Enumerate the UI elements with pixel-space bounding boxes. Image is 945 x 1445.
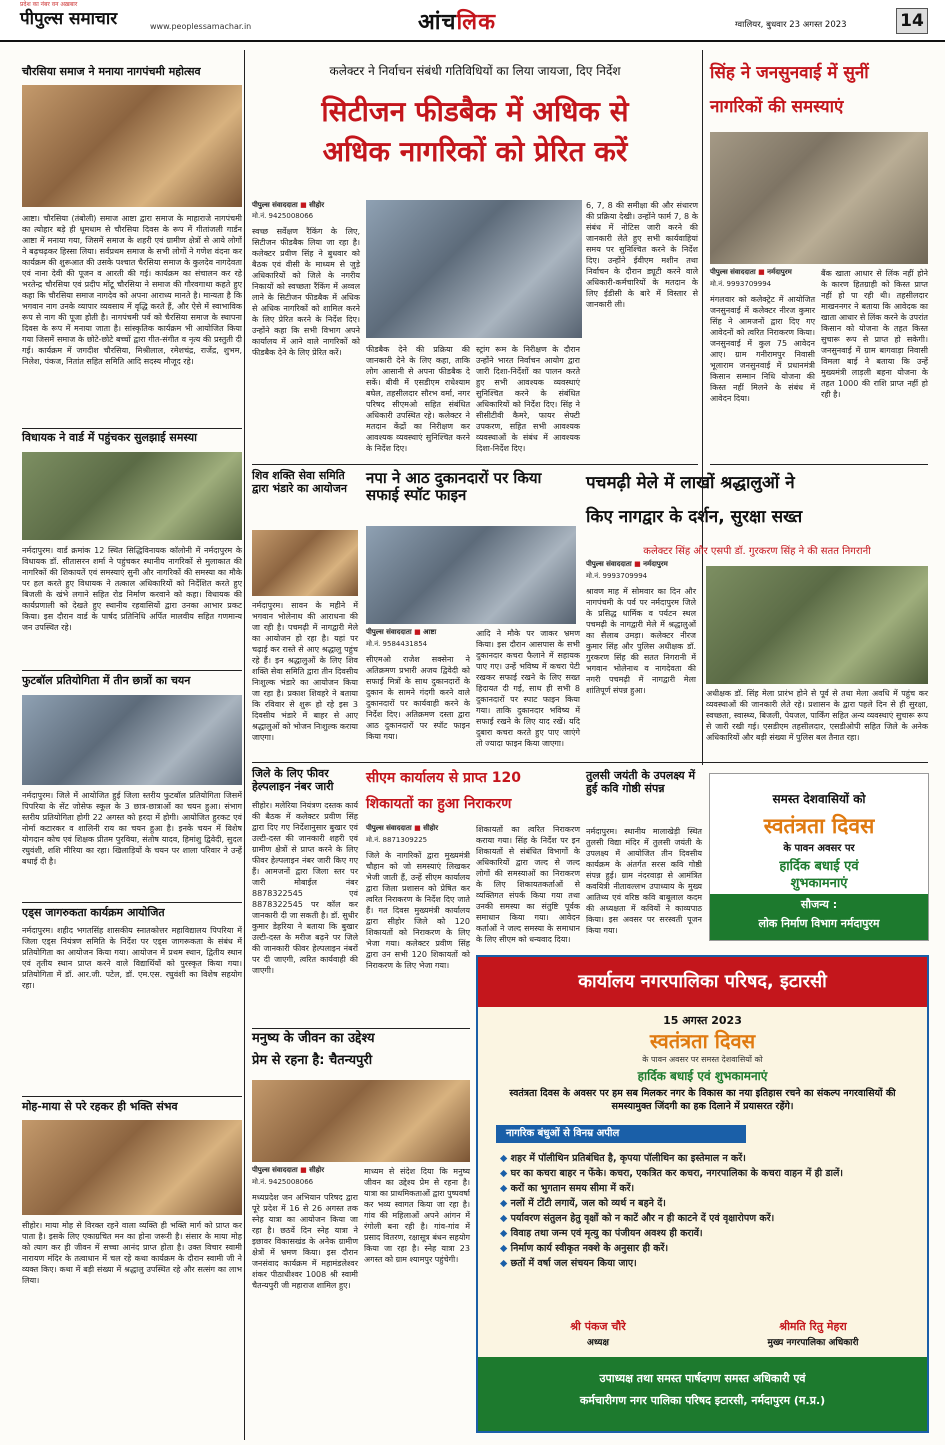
m1-byline-name: पीपुल्स संवाददाता (252, 201, 298, 209)
divider (22, 1096, 242, 1097)
ad2-festival: स्वतंत्रता दिवस (649, 1029, 756, 1053)
s5-headline: मोह-माया से परे रहकर ही भक्ति संभव (22, 1100, 178, 1113)
r1-body-1: मंगलवार को कलेक्ट्रेट में आयोजित जनसुनवाई में कलेक्टर नीरज कुमार सिंह ने आमजनों द्वारा दिए गए आवेदनों को त्वरित निराकरण किया। जनसुनवाई में कुल 75 आवेदन आए। ग्राम गनीरामपुर निवासी भूलाराम जनसुनवाई में प्रधानमंत्री किसान सम्मान निधि योजना की किस्त नहीं मिलने के संबंध में आवेदन दिया। (710, 295, 815, 403)
newspaper-logo (20, 1, 118, 29)
r3-body: नर्मदापुरम। स्थानीय मालाखेड़ी स्थित तुलसी विद्या मंदिर में तुलसी जयंती के उपलक्ष्य में आयोजित तीन दिवसीय कार्यक्रम के अंतर्गत सरस कवि गोष्ठी संपन्न हुई। ग्राम नंदरवाड़ा से आमंत्रित कवयित्री नीतावल्लभ उपाध्याय के मुख्य आतिथ्य एवं वरिष्ठ कवि बाबूलाल कदम की अध्यक्षता में कवियों ने काव्यपाठ किया। इस अवसर पर सरस्वती पूजन किया गया। (586, 827, 702, 935)
masthead (0, 0, 945, 42)
section-name-b: लिक (456, 10, 496, 35)
s4-body: नर्मदापुरम। शहीद भगतसिंह शासकीय स्नातकोत्तर महाविद्यालय पिपरिया में जिला एड्स नियंत्रण समिति के निर्देश पर एड्स जागरूकता के संबंध में प्रतियोगिता का आयोजन किया गया। आयोजन में प्रथम स्थान, द्वितीय स्थान एवं तृतीय स्थान प्राप्त करने वाले विद्यार्थियों को पुरस्कृत किया गया। प्रतियोगिता में डॉ. आर.जी. पटेल, डॉ. एम.एस. रघुवंशी का विशेष सहयोग रहा। (22, 926, 242, 990)
ad2-point: ◆ शहर में पॉलीथिन प्रतिबंधित है, कृपया पॉलीथिन का इस्तेमाल न करें। (500, 1151, 910, 1164)
m1-body-4: 6, 7, 8 की समीक्षा की और संधारण की प्रक्रिया देखी। उन्होंने फार्म 7, 8 के संबंध में नोटिस जारी करने की जानकारी लेते हुए सभी कार्यवाहियां समय पर सुनिश्चित करने के निर्देश दिए। उन्होंने ईवीएम मशीन तथा निर्वाचन के दौरान ड्यूटी करने वाले अधिकारी-कर्मचारियों के मतदान के लिए ईडीसी के बारे में विस्तार से जानकारी ली। (586, 201, 698, 309)
ad2-footer-2: कर्मचारीगण नगर पालिका परिषद इटारसी, नर्मदापुरम (म.प्र.) (579, 1394, 826, 1407)
m5-headline-1: सीएम कार्यालय से प्राप्त 120 (366, 770, 522, 786)
s1-body: आष्टा। चौरसिया (तंबोली) समाज आष्टा द्वारा समाज के माहाराजे नागपंचमी का त्योहार बड़े ही धूमधाम से चौरसिया दिवस के रूप में गीतांजली गार्डन आष्टा में मनाया गया, जिसमें समाज के शहरी एवं ग्रामीण क्षेत्रों से आये लोगों ने बढ़चढ़कर हिस्सा लिया। सर्वप्रथम समाज के सभी लोगों ने गणेश वंदना कर कार्यक्रम की शुरूआत की उसके पश्चात चैरसिया समाज के कुलदेव नागदेवता एवं नाना देवी की पूजन व आरती की गई। कार्यक्रम का संचालन कर रहे भरतेन्द्र चौरसिया एवं प्रदीप मोंटू चौरसिया ने समाज की गौरवगाथा कहते हुए कहा कि चौरसिया समाज नागदेव को अपना आराध्य मानते है। मान्यता है कि भगवान नाग उनके व्यापार व्यवसाय में वृद्धि करते हैं, और ऐसे में स्वाभाविक रूप से नाग की पूजा होती है। नागपंचमी पर्व को चैरसिया समाज के स्थापना दिवस के रूप में मनाया जाता है। सांस्कृतिक कार्यक्रम भी आयोजित किया गया जिसमें समाज के छोटे-छोटे बच्चों द्वारा गीत-संगीत व नृत्य की प्रस्तुती दी गई। कार्यक्रम में जगदीश चौरसिया, मिश्रीलाल, रमेशचंद्र, राजेंद्र, शुभम, निलेश, पंकज, नितांत सहित समिति आदि सदस्य मौजूद रहे। (22, 214, 242, 366)
section-name (418, 6, 496, 36)
ad2-point: ◆ घर का कचरा बाहर न फेंके। कचरा, एकत्रित कर कचरा, नगरपालिका के कचरा वाहन में ही डालें। (500, 1166, 910, 1179)
m5-body-1: जिले के नागरिकों द्वारा मुख्यमंत्री चौहान को जो समस्याएं लिखकर भेजी जाती हैं, उन्हें सीएम कार्यालय द्वारा जिला प्रशासन को प्रेषित कर त्वरित निराकरण के निर्देश दिए जाते हैं। गत दिवस मुख्यमंत्री कार्यालय द्वारा सीहोर जिले को 120 शिकायतों को निराकरण के लिए भेजा गया। कलेक्टर प्रवीण सिंह द्वारा उन सभी 120 शिकायतों को निराकरण के लिए भेजा गया। (366, 851, 470, 970)
ad2-footer-1: उपाध्यक्ष तथा समस्त पार्षदगण समस्त अधिकारी एवं (599, 1372, 806, 1385)
ad2-chairman-role: अध्यक्ष (587, 1338, 609, 1348)
ad2-chairman-name: श्री पंकज चौरे (570, 1320, 626, 1333)
m6-headline-2: प्रेम से रहना है: चैतन्यपुरी (252, 1053, 373, 1068)
ad-municipal-itarsi (476, 955, 929, 1433)
ad1-line3: के पावन अवसर पर (783, 843, 855, 854)
m6-photo (252, 1080, 470, 1162)
logo-text: पीपुल्स समाचार (20, 9, 118, 29)
s3-photo (22, 695, 242, 785)
ad2-point: ◆ पर्यावरण संतुलन हेतु वृक्षों को न काटें और न ही काटने दें एवं वृक्षारोपण करें। (500, 1211, 910, 1224)
m1-kicker: कलेक्टर ने निर्वाचन संबंधी गतिविधियों का लिया जायजा, दिए निर्देश (329, 64, 621, 78)
s2-body: नर्मदापुरम। वार्ड क्रमांक 12 स्थित सिद्धिविनायक कॉलोनी में नर्मदापुरम के विधायक डॉ. सीतासरन शर्मा ने पहुंचकर स्थानीय नागरिकों से मुलाकात की नागरिकों की शिकायतें एवं समस्याएं सुनी और नागरिकों की समस्या का मौके पर हल करते हुए विधायक ने तत्काल अधिकारियों को निर्देशित करते हुए बिजली के खंभे लगाने सहित रोड निर्माण करवाने को कहा। विधायक की कार्यप्रणाली को देखते हुए स्थानीय रहवासियों द्वारा उनका आभार प्रकट किया। इस दौरान वार्ड के पार्षद प्रतिनिधि अर्पित मालवीय सहित गणमान्य जन उपस्थित रहे। (22, 546, 242, 632)
m5-byline-name: पीपुल्स संवाददाता (366, 824, 412, 832)
m3-body-2: आदि ने मौके पर जाकर भ्रमण किया। इस दौरान आसपास के सभी दुकानदार कचरा फैलाने में सहायक पाए गए। उन्हें भविष्य में कचरा पेटी रखकर सफाई रखने के लिए सख्त हिदायत दी गई, साथ ही सभी 8 दुकानदारों पर स्पाट फाइन किया गया। ताकि दुकानदार भविष्य में सफाई रखने के लिए याद रखें। यदि दुबारा कचरा करते हुए पाए जाएंगे तो ज्यादा फाइन किया जाएगा। (476, 629, 580, 748)
m5-body-2: शिकायतों का त्वरित निराकरण कराया गया। सिंह के निर्देश पर इन शिकायतों से संबंधित विभागों के अधिकारियों द्वारा जल्द से जल्द लोगों की समस्याओं का निराकरण के लिए शिकायतकर्ताओं से व्यक्तिगत संपर्क किया गया तथा उनकी समस्या का संतुष्टि पूर्वक समाधान किया गया। आवेदन कर्ताओं ने जल्द समस्या के समाधान के लिए सीएम को धन्यवाद दिया। (476, 825, 580, 944)
ad2-point: ◆ छतों में वर्षा जल संचयन किया जाए। (500, 1256, 910, 1269)
r2-byline-name: पीपुल्स संवाददाता (586, 560, 632, 568)
r1-byline: पीपुल्स संवाददाता ■ नर्मदापुरम (710, 268, 792, 276)
r1-byline-city: नर्मदापुरम (767, 268, 792, 276)
ad2-appeal: नागरिक बंधुओं से विनम्र अपील (496, 1125, 746, 1143)
m3-headline: नपा ने आठ दुकानदारों पर किया सफाई स्पॉट फाइन (366, 469, 542, 505)
s3-headline: फुटबॉल प्रतियोगिता में तीन छात्रों का चयन (22, 674, 191, 687)
m1-byline-city: सीहोर (309, 201, 325, 209)
r1-body-2: बैंक खाता आधार से लिंक नहीं होने के कारण हितग्राही को किस्त प्राप्त नहीं हो पा रही थी। तहसीलदार माखननगर ने बताया कि आवेदक का खाता आधार से लिंक करने के उपरांत किसान को योजना के तहत किस्त सुचारू रूप से प्राप्त हो सकेगी। जनसुनवाई में ग्राम बागवाड़ा निवासी विमला बाई ने बताया कि उन्हें मुख्यमंत्री लाड़ली बहना योजना के तहत 1000 की राशि प्राप्त नहीं हो रही है। (821, 269, 928, 399)
s5-body: सीहोर। माया मोह से विरक्त रहने वाला व्यक्ति ही भक्ति मार्ग को प्राप्त कर पाता है। इसके लिए एकाग्रचित मन का होना जरूरी है। संसार के माया मोह को त्याग कर ही जीवन में सच्चा आनंद प्राप्त होता है। उक्त विचार स्वामी नारायण मंदिर के तत्वाधान में चल रहे कथा कार्यक्रम के दौरान स्वामी जी ने व्यक्त किए। कथा में बड़ी संख्या में श्रद्धालु उपस्थित रहे और सत्संग का लाभ लिया। (22, 1221, 242, 1285)
divider (252, 464, 698, 465)
m3-body-1: सीएमओ राजेश सक्सेना ने अतिक्रमण प्रभारी अजय द्विवेदी को सफाई मित्रों के साथ दुकानदारों के दुकान के सामने गंदगी करने वाले दुकानदारों पर कार्यवाही करने के निर्देश दिए। अतिक्रमण दस्ता द्वारा आठ दुकानदारों पर स्पॉट फाइन किया गया। (366, 655, 470, 741)
s2-headline: विधायक ने वार्ड में पहुंचकर सुलझाई समस्या (22, 431, 197, 444)
ad1-department: लोक निर्माण विभाग नर्मदापुरम (758, 917, 880, 930)
m1-photo (366, 200, 582, 338)
r1-mobile: मो.नं. 9993709994 (710, 280, 772, 288)
ad2-wishes: हार्दिक बधाई एवं शुभकामनाएं (637, 1069, 768, 1083)
ad2-cmo-role: मुख्य नगरपालिका अधिकारी (767, 1338, 859, 1348)
m5-headline-2: शिकायतों का हुआ निराकरण (366, 796, 512, 812)
ad1-courtesy: सौजन्य : (800, 898, 838, 911)
r1-headline-1: सिंह ने जनसुनवाई में सुनीं (710, 63, 869, 83)
ad1-line4: हार्दिक बधाई एवं (779, 859, 859, 874)
divider (22, 670, 242, 671)
r1-byline-name: पीपुल्स संवाददाता (710, 268, 756, 276)
s1-headline: चौरसिया समाज ने मनाया नागपंचमी महोत्सव (22, 65, 201, 78)
ad2-message: स्वतंत्रता दिवस के अवसर पर हम सब मिलकर नगर के विकास का नया इतिहास रचने का संकल्प नगरवासियों की समस्यामुक्त जिंदगी का हक दिलाने में प्रयासरत रहेंगे। (509, 1088, 896, 1112)
s5-photo (22, 1120, 242, 1215)
ad2-date: 15 अगस्त 2023 (663, 1014, 742, 1027)
m3-mobile: मो.नं. 9584431854 (366, 640, 428, 648)
m3-byline-name: पीपुल्स संवाददाता (366, 628, 412, 636)
r2-kicker: कलेक्टर सिंह और एसपी डॉ. गुरकरण सिंह ने की सतत निगरानी (643, 546, 871, 557)
m5-mobile: मो.नं. 8871309225 (366, 836, 428, 844)
m1-byline: पीपुल्स संवाददाता ■ सीहोर (252, 201, 325, 209)
ad2-point: ◆ नलों में टोंटी लगायें, जल को व्यर्थ न बहने दें। (500, 1196, 910, 1209)
r1-photo (710, 132, 928, 264)
divider (710, 464, 928, 465)
page-number: 14 (896, 8, 928, 34)
column-rule (244, 50, 245, 1440)
dateline: ग्वालियर, बुधवार 23 अगस्त 2023 (735, 20, 847, 30)
s1-photo (22, 85, 242, 207)
ad2-cmo-name: श्रीमति रितु मेहरा (779, 1320, 847, 1333)
ad-independence-pwd (709, 773, 929, 941)
m3-byline-city: आष्टा (423, 628, 437, 636)
m6-body-2: माध्यम से संदेश दिया कि मनुष्य जीवन का उद्देश्य प्रेम से रहना है। यात्रा का प्राथमिकताओं द्वारा पुष्पवर्षा कर भव्य स्वागत किया जा रहा है। गांव की महिलाओं अपने आंगन में रंगोली बना रही है। गांव-गांव में प्रसाद वितरण, रक्षासूत्र बंधन सहयोग किया जा रहा है। स्नेह यात्रा 23 अगस्त को ग्राम श्यामपुर पहुंचेगी। (364, 1167, 470, 1264)
m6-body-1: मध्यप्रदेश जन अभियान परिषद द्वारा पूरे प्रदेश में 16 से 26 अगस्त तक स्नेह यात्रा का आयोजन किया जा रहा है। छठवें दिन स्नेह यात्रा ने इछावर विकासखंड के अनेक ग्रामीण क्षेत्रों में भ्रमण किया। इस दौरान जनसंवाद कार्यक्रम में महामंडलेश्वर शंकर पीठाधीश्वर 1008 श्री स्वामी चैतन्यपुरी जी महाराज शामिल हुए। (252, 1193, 358, 1290)
m1-body-2: फीडबैक देने की प्रक्रिया की जानकारी देने के लिए कहा, ताकि लोग आसानी से अपना फीडबैक दे सकें। बीवी में एसडीएम राधेश्याम बघेल, तहसीलदार सौरभ वर्मा, नगर परिषद सीएमओ सहित संबंधित अधिकारी उपस्थित रहे। कलेक्टर ने मतदान केंद्रों का निरीक्षण कर आवश्यक व्यवस्थाएं सुनिश्चित करने के निर्देश दिए। (366, 345, 470, 453)
ad2-point: ◆ करों का भुगतान समय सीमा में करें। (500, 1181, 910, 1194)
m2-headline: शिव शक्ति सेवा समिति द्वारा भंडारे का आयोजन (252, 469, 348, 495)
website: www.peoplessamachar.in (150, 22, 252, 31)
divider (22, 902, 242, 903)
m6-byline-name: पीपुल्स संवाददाता (252, 1166, 298, 1174)
r2-body-2: अधीक्षक डॉ. सिंह मेला प्रारंभ होने से पूर्व से तथा मेला अवधि में पहुंच कर व्यवस्थाओं की जानकारी लेते रहे। प्रशासन के द्वारा पहले दिन से ही सुरक्षा, स्वच्छता, स्वास्थ्य, बिजली, पेयजल, पार्किंग सहित अन्य व्यवस्थाएं सुचारू रूप से जारी रखी गई। एसडीएम तहसीलदार, एसडीओपी सहित जिले के अनेक अधिकारियों और बड़ी संख्या में पुलिस बल तैनात रहा। (706, 689, 928, 742)
r2-headline-2: किए नागद्वार के दर्शन, सुरक्षा सख्त (586, 507, 803, 527)
ad1-line5: शुभकामनाएं (790, 876, 848, 891)
m1-headline-2: अधिक नागरिकों को प्रेरित करें (322, 135, 628, 168)
divider (252, 1028, 470, 1029)
r2-photo (706, 566, 928, 684)
m2-body: नर्मदापुरम। सावन के महीने में भगवान भोलेनाथ की आराधना की जा रही है। पचमढ़ी में नागद्वारी मेले का आयोजन हो रहा है। यहां पर चढ़ाई कर रास्ते से आए श्रद्धालु पहुंच रहे हैं। इन श्रद्धालुओं के लिए शिव शक्ति सेवा समिति द्वारा तीन दिवसीय निःशुल्क भंडारे का आयोजन किया जा रहा है। प्रकाश शिवहरे ने बताया कि रविवार से शुरू हो रहे इस 3 दिवसीय भंडारे में बाहर से आए श्रद्धालुओं को भोजन निःशुल्क कराया जाएगा। (252, 601, 358, 742)
m6-headline-1: मनुष्य के जीवन का उद्देश्य (252, 1031, 375, 1046)
r2-body-1: श्रावण माह में सोमवार का दिन और नागपंचमी के पर्व पर नर्मदापुरम जिले के प्रसिद्ध धार्मिक व पर्यटन स्थल पचमढ़ी के नागद्वारी मेले में श्रद्धालुओं का सैलाब उमड़ा। कलेक्टर नीरज कुमार सिंह और पुलिस अधीक्षक डॉ. गुरकरण सिंह की सतत निगरानी में भगवान भोलेनाथ व नागदेवता की नगरी पचमढ़ी में नागद्वारी मेला शांतिपूर्ण संपन्न हुआ। (586, 587, 696, 695)
r2-mobile: मो.नं. 9993709994 (586, 572, 648, 580)
ad2-office: कार्यालय नगरपालिका परिषद, इटारसी (578, 971, 827, 992)
ad2-point: ◆ विवाह तथा जन्म एवं मृत्यु का पंजीयन अवश्य ही करावें। (500, 1226, 910, 1239)
m1-mobile: मो.नं. 9425008066 (252, 212, 314, 220)
section-name-a: आंच (418, 10, 457, 35)
ad1-line1: समस्त देशवासियों को (772, 792, 866, 806)
ad2-occasion: के पावन अवसर पर समस्त देशवासियों को (642, 1055, 763, 1064)
m6-mobile: मो.नं. 9425008066 (252, 1178, 314, 1186)
r2-byline: पीपुल्स संवाददाता ■ नर्मदापुरम (586, 560, 668, 568)
s2-photo (22, 452, 242, 540)
ad2-point: ◆ निर्माण कार्य स्वीकृत नक्शे के अनुसार ही करें। (500, 1241, 910, 1254)
m1-body-3: स्ट्रांग रूम के निरीक्षण के दौरान उन्होंने भारत निर्वाचन आयोग द्वारा जारी दिशा-निर्देशों का पालन करते हुए सभी आवश्यक व्यवस्थाएं सुनिश्चित करने के संबंधित अधिकारियों को निर्देश दिए। सिंह ने सीसीटीवी कैमरे, फायर सेफ्टी उपकरण, सहित सभी आवश्यक व्यवस्थाओं के संबंध में आवश्यक दिशा-निर्देश दिए। (476, 345, 580, 453)
m6-byline-city: सीहोर (309, 1166, 325, 1174)
column-rule (702, 50, 703, 765)
m4-headline: जिले के लिए फीवर हेल्पलाइन नंबर जारी (252, 767, 334, 793)
m5-byline: पीपुल्स संवाददाता ■ सीहोर (366, 824, 439, 832)
r2-headline-1: पचमढ़ी मेले में लाखों श्रद्धालुओं ने (586, 473, 795, 493)
divider (22, 428, 242, 429)
r2-byline-city: नर्मदापुरम (643, 560, 668, 568)
m6-byline: पीपुल्स संवाददाता ■ सीहोर (252, 1166, 325, 1174)
s4-headline: एड्स जागरुकता कार्यक्रम आयोजित (22, 906, 165, 919)
m1-headline-1: सिटीजन फीडबैक में अधिक से (321, 95, 629, 128)
m1-body-1: स्वच्छ सर्वेक्षण रैंकिंग के लिए, सिटीजन फीडबैक लिया जा रहा है। कलेक्टर प्रवीण सिंह ने बुधवार को बैठक एवं वीसी के माध्यम से जुड़े अधिकारियों को जिले के नगरीय निकायों को स्वच्छता रैंकिंग में अव्वल लाने के सिटीजन फीडबैक में अधिक से अधिक नागरिकों को शामिल करने के लिए प्रेरित करने के निर्देश दिए। उन्होंने कहा कि सभी विभाग अपने कार्यालय में आने वाले नागरिकों को फीडबैक देने के लिए प्रेरित करें। (252, 227, 360, 357)
m4-body: सीहोर। मलेरिया नियंत्रण दस्तक कार्य की बैठक में कलेक्टर प्रवीण सिंह द्वारा दिए गए निर्देशानुसार बुखार एवं उल्टी-दस्त की जानकारी शहरी एवं ग्रामीण क्षेत्रों से प्राप्त करने के लिए फीवर हेल्पलाइन नंबर जारी किए गए हैं। आमजनों द्वारा जिला स्तर पर जारी मोबाईल नंबर 8878322545 एवं 8878322545 पर कॉल कर जानकारी दी जा सकती है। डॉ. सुधीर कुमार डेहरिया ने बताया कि बुखार उल्टी-दस्त के मरीज बढ़ने पर जिले की जानकारी फीवर हेल्पलाइन नंबरों पर दी जाएगी, त्वरित कार्यवाही की जाएगी। (252, 801, 358, 975)
m3-byline: पीपुल्स संवाददाता ■ आष्टा (366, 628, 437, 636)
ad1-line2: स्वतंत्रता दिवस (763, 814, 875, 838)
r1-headline-2: नागरिकों की समस्याएं (710, 97, 844, 117)
divider (252, 762, 928, 763)
r3-headline: तुलसी जयंती के उपलक्ष्य में हुई कवि गोष्ठी संपन्न (586, 769, 696, 795)
logo-tagline: प्रदेश का नंबर वन अख़बार (20, 1, 78, 8)
s3-body: नर्मदापुरम। जिले में आयोजित हुई जिला स्तरीय फुटबॉल प्रतियोगिता जिसमें पिपरिया के सेंट जोसेफ स्कूल के 3 छात्र-छात्राओं का चयन हुआ। संभाग स्तरीय प्रतियोगिता होगी 22 अगस्त को हरदा में होगी। आयोजित हुरकट एवं नोर्मा कटारकर व शालिनी राय का चयन हुआ है। इनके चयन में विशेष योगदान कोच एवं शिक्षक प्रीतम पुरविया, संतोष यादव, हिमांशु द्विवेदी, सुदल रघुवंशी, शशि मीरिया का रहा। खिलाड़ियों के चयन पर शाला परिवार ने उन्हें बधाई दी है। (22, 791, 242, 866)
m5-byline-city: सीहोर (423, 824, 439, 832)
m2-photo (252, 530, 358, 596)
m3-photo (366, 526, 576, 624)
